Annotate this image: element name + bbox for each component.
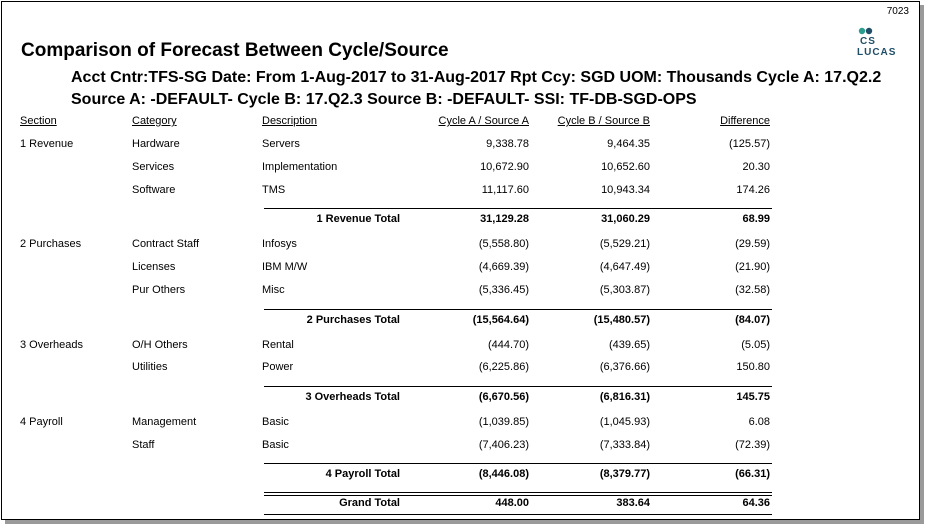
subtotal-rule bbox=[264, 386, 772, 387]
row-description: Basic bbox=[262, 439, 289, 451]
total-difference: 64.36 bbox=[742, 497, 770, 509]
total-difference: 68.99 bbox=[742, 213, 770, 225]
row-cycle-b: 10,943.34 bbox=[601, 184, 650, 196]
report-page bbox=[1, 1, 920, 520]
row-description: Misc bbox=[262, 284, 285, 296]
section-total-label: 1 Revenue Total bbox=[316, 213, 400, 225]
total-cycle-a: (6,670.56) bbox=[478, 391, 529, 403]
subtotal-rule bbox=[264, 309, 772, 310]
column-header-cycle-a: Cycle A / Source A bbox=[438, 115, 529, 127]
report-parameters bbox=[71, 67, 881, 111]
column-header-difference: Difference bbox=[720, 115, 770, 127]
row-category: Staff bbox=[132, 439, 155, 451]
row-section: 1 Revenue bbox=[20, 138, 74, 150]
row-description: Rental bbox=[262, 339, 294, 351]
row-cycle-b: (5,529.21) bbox=[599, 238, 650, 250]
row-description: Implementation bbox=[262, 161, 338, 173]
cs-lucas-logo bbox=[854, 22, 914, 62]
total-cycle-b: (15,480.57) bbox=[593, 314, 650, 326]
total-cycle-a: (8,446.08) bbox=[478, 468, 529, 480]
subtotal-rule bbox=[264, 208, 772, 209]
params-line-2: Source A: -DEFAULT- Cycle B: 17.Q2.3 Source B: -DEFAULT- SSI: TF-DB-SGD-OPS bbox=[71, 91, 697, 108]
grand-total-rule bbox=[264, 492, 772, 493]
grand-total-label: Grand Total bbox=[339, 497, 400, 509]
grand-total-underline bbox=[264, 514, 772, 515]
grand-total-rule-double bbox=[264, 495, 772, 496]
row-description: TMS bbox=[262, 184, 286, 196]
column-header-description: Description bbox=[262, 115, 318, 127]
page-number: 7023 bbox=[886, 6, 909, 17]
total-cycle-a: 31,129.28 bbox=[480, 213, 529, 225]
total-difference: 145.75 bbox=[736, 391, 770, 403]
row-cycle-a: (444.70) bbox=[488, 339, 529, 351]
total-cycle-b: (8,379.77) bbox=[599, 468, 650, 480]
row-category: Contract Staff bbox=[132, 238, 200, 250]
row-difference: (5.05) bbox=[741, 339, 770, 351]
row-cycle-b: (1,045.93) bbox=[599, 416, 650, 428]
row-cycle-b: (5,303.87) bbox=[599, 284, 650, 296]
row-description: Basic bbox=[262, 416, 289, 428]
logo-text-lucas: LUCAS bbox=[857, 47, 897, 58]
row-difference: 174.26 bbox=[736, 184, 770, 196]
row-category: Utilities bbox=[132, 361, 168, 373]
row-cycle-b: 10,652.60 bbox=[601, 161, 650, 173]
row-cycle-a: (4,669.39) bbox=[478, 261, 529, 273]
total-cycle-a: 448.00 bbox=[495, 497, 529, 509]
total-cycle-b: 383.64 bbox=[616, 497, 650, 509]
total-cycle-a: (15,564.64) bbox=[472, 314, 529, 326]
row-difference: 20.30 bbox=[742, 161, 770, 173]
row-cycle-b: 9,464.35 bbox=[607, 138, 650, 150]
row-difference: (21.90) bbox=[735, 261, 770, 273]
row-cycle-b: (439.65) bbox=[609, 339, 650, 351]
row-cycle-b: (7,333.84) bbox=[599, 439, 650, 451]
row-cycle-a: (7,406.23) bbox=[478, 439, 529, 451]
row-section: 4 Payroll bbox=[20, 416, 63, 428]
subtotal-rule bbox=[264, 463, 772, 464]
total-cycle-b: (6,816.31) bbox=[599, 391, 650, 403]
section-total-label: 3 Overheads Total bbox=[305, 391, 400, 403]
row-category: Hardware bbox=[132, 138, 180, 150]
report-title: Comparison of Forecast Between Cycle/Source bbox=[21, 40, 449, 61]
row-category: Licenses bbox=[132, 261, 176, 273]
row-difference: (72.39) bbox=[735, 439, 770, 451]
row-category: Software bbox=[132, 184, 176, 196]
row-description: Infosys bbox=[262, 238, 297, 250]
row-cycle-a: (1,039.85) bbox=[478, 416, 529, 428]
row-description: Servers bbox=[262, 138, 300, 150]
params-line-1: Acct Cntr:TFS-SG Date: From 1-Aug-2017 to 31-Aug-2017 Rpt Ccy: SGD UOM: Thousands Cycle A: 17.Q2.2 bbox=[71, 69, 882, 86]
row-category: Services bbox=[132, 161, 175, 173]
total-difference: (84.07) bbox=[735, 314, 770, 326]
row-category: Management bbox=[132, 416, 197, 428]
row-description: IBM M/W bbox=[262, 261, 308, 273]
row-category: Pur Others bbox=[132, 284, 186, 296]
row-cycle-a: (5,558.80) bbox=[478, 238, 529, 250]
row-cycle-b: (4,647.49) bbox=[599, 261, 650, 273]
row-difference: (29.59) bbox=[735, 238, 770, 250]
row-cycle-a: 9,338.78 bbox=[486, 138, 529, 150]
row-difference: 6.08 bbox=[748, 416, 770, 428]
logo-text-cs: CS bbox=[860, 36, 876, 47]
column-header-section: Section bbox=[20, 115, 57, 127]
row-cycle-b: (6,376.66) bbox=[599, 361, 650, 373]
row-section: 3 Overheads bbox=[20, 339, 83, 351]
total-cycle-b: 31,060.29 bbox=[601, 213, 650, 225]
row-cycle-a: 10,672.90 bbox=[480, 161, 529, 173]
row-cycle-a: (6,225.86) bbox=[478, 361, 529, 373]
column-header-category: Category bbox=[132, 115, 177, 127]
section-total-label: 2 Purchases Total bbox=[306, 314, 400, 326]
row-description: Power bbox=[262, 361, 294, 373]
total-difference: (66.31) bbox=[735, 468, 770, 480]
row-cycle-a: 11,117.60 bbox=[481, 184, 529, 196]
row-difference: 150.80 bbox=[736, 361, 770, 373]
row-category: O/H Others bbox=[132, 339, 188, 351]
row-cycle-a: (5,336.45) bbox=[478, 284, 529, 296]
row-section: 2 Purchases bbox=[20, 238, 82, 250]
row-difference: (125.57) bbox=[729, 138, 770, 150]
column-header-cycle-b: Cycle B / Source B bbox=[557, 115, 650, 127]
row-difference: (32.58) bbox=[735, 284, 770, 296]
section-total-label: 4 Payroll Total bbox=[325, 468, 400, 480]
